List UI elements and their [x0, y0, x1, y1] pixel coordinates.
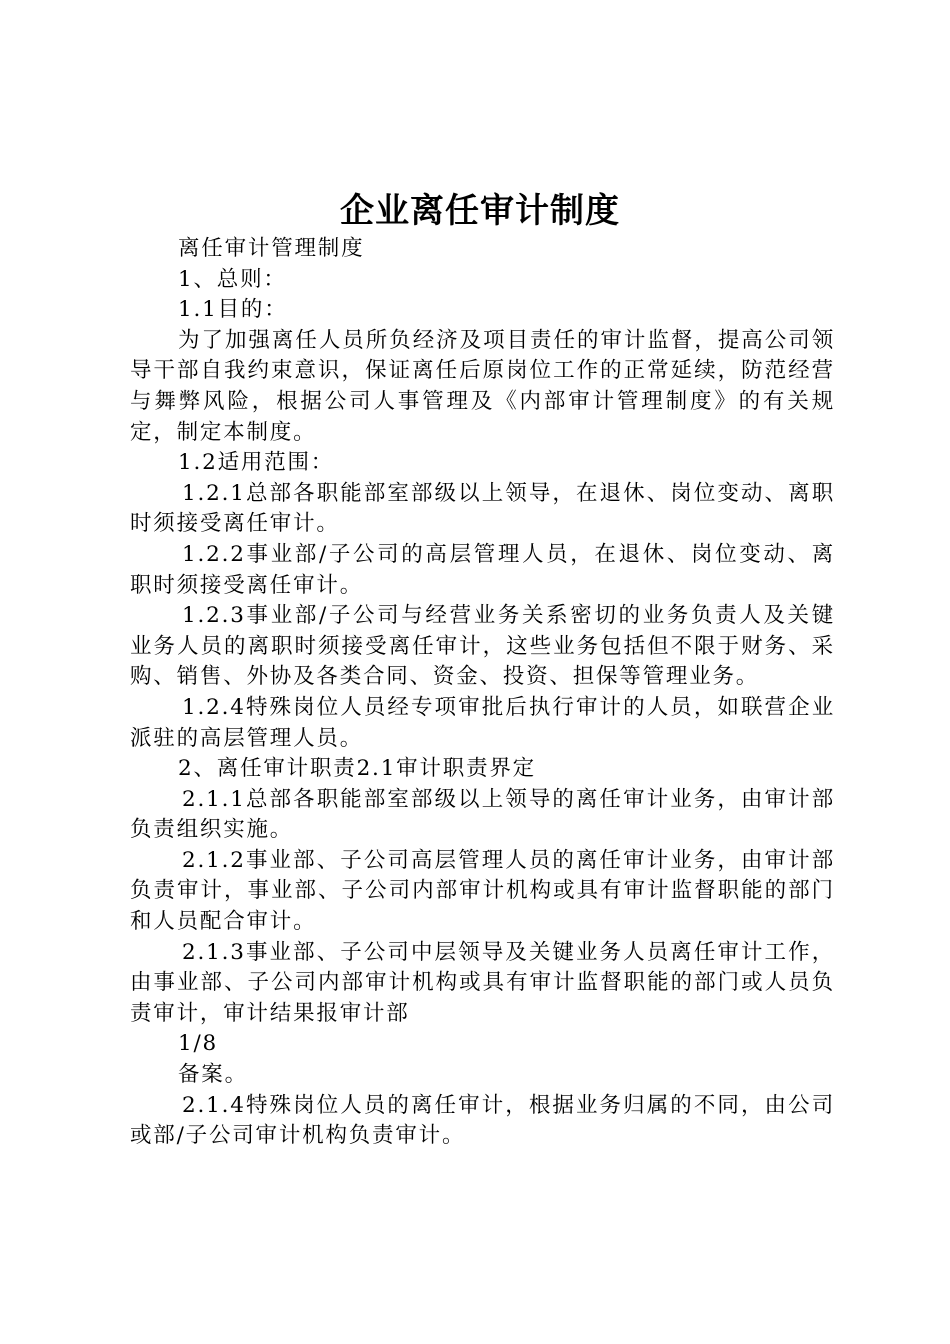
paragraph-section-1: 1、总则： [178, 266, 287, 292]
paragraph-2-1-4: 2.1.4特殊岗位人员的离任审计，根据业务归属的不同，由公司或部/子公司审计机构负责审计。 [130, 1092, 835, 1149]
paragraph-purpose: 为了加强离任人员所负经济及项目责任的审计监督，提高公司领导干部自我约束意识，保证离任后原岗位工作的正常延续，防范经营与舞弊风险，根据公司人事管理及《内部审计管理制度》的有关规定，制定本制度。 [130, 327, 835, 445]
paragraph-2-1-2: 2.1.2事业部、子公司高层管理人员的离任审计业务，由审计部负责审计，事业部、子公司内部审计机构或具有审计监督职能的部门和人员配合审计。 [130, 847, 835, 935]
paragraph-1-2-1: 1.2.1总部各职能部室部级以上领导，在退休、岗位变动、离职时须接受离任审计。 [130, 480, 835, 537]
paragraph-1-2-4: 1.2.4特殊岗位人员经专项审批后执行审计的人员，如联营企业派驻的高层管理人员。 [130, 694, 835, 751]
paragraph-subtitle: 离任审计管理制度 [178, 236, 365, 261]
document-body [130, 234, 835, 1152]
paragraph-1-2: 1.2适用范围： [178, 450, 335, 476]
page-number: 1/8 [178, 1031, 219, 1057]
document-title: 企业离任审计制度 [340, 191, 620, 231]
paragraph-section-2: 2、离任审计职责2.1审计职责界定 [178, 756, 536, 782]
paragraph-1-2-2: 1.2.2事业部/子公司的高层管理人员，在退休、岗位变动、离职时须接受离任审计。 [130, 541, 835, 598]
paragraph-1-1: 1.1目的： [178, 297, 288, 323]
paragraph-1-2-3: 1.2.3事业部/子公司与经营业务关系密切的业务负责人及关键业务人员的离职时须接受离任审计，这些业务包括但不限于财务、采购、销售、外协及各类合同、资金、投资、担保等管理业务。 [130, 603, 835, 690]
paragraph-2-1-1: 2.1.1总部各职能部室部级以上领导的离任审计业务，由审计部负责组织实施。 [130, 786, 835, 843]
paragraph-2-1-3: 2.1.3事业部、子公司中层领导及关键业务人员离任审计工作，由事业部、子公司内部审计机构或具有审计监督职能的部门或人员负责审计，审计结果报审计部 [130, 939, 835, 1026]
paragraph-continuation: 备案。 [178, 1062, 248, 1088]
